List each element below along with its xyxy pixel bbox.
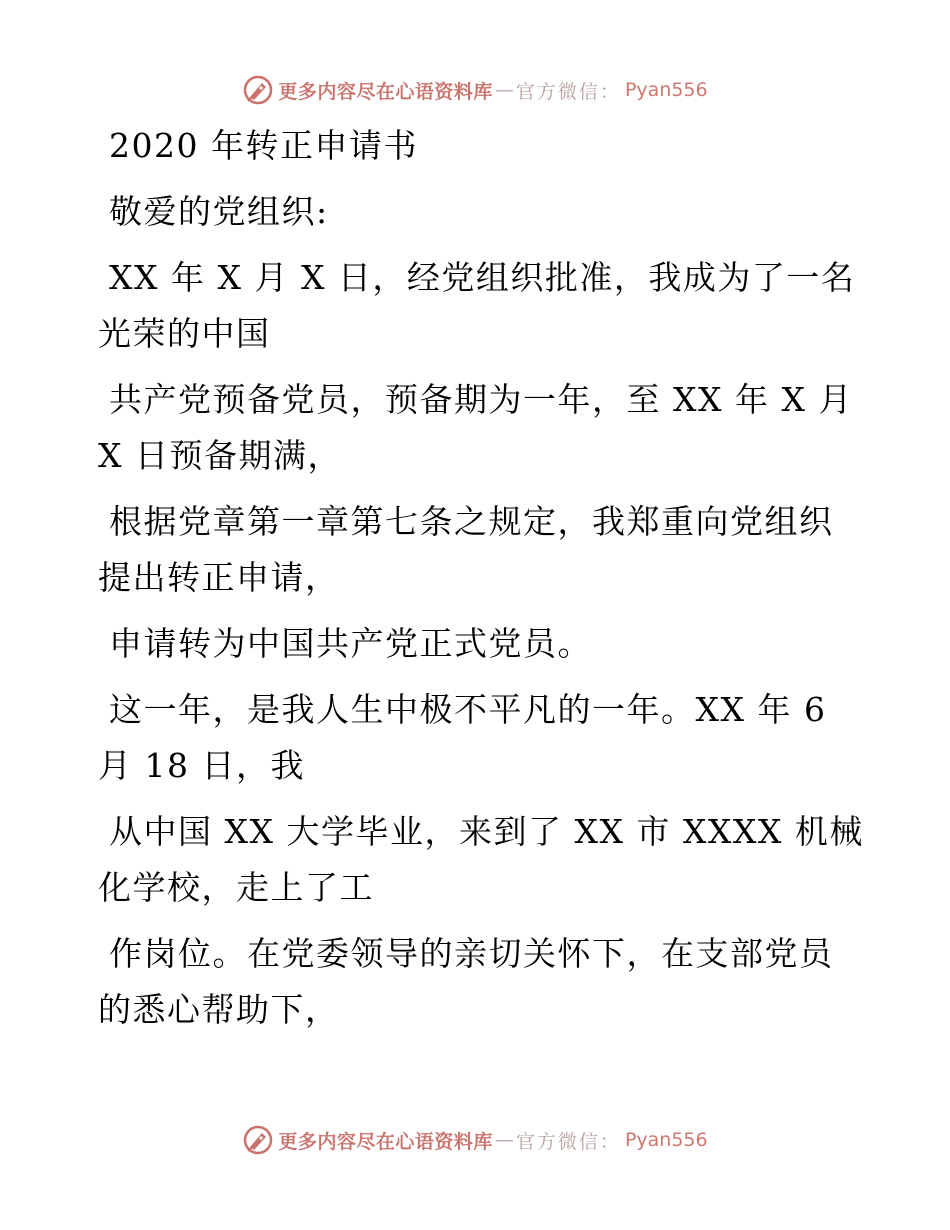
watermark-wechat-id: Pyan556	[624, 1129, 708, 1151]
salutation: 敬爱的党组织:	[109, 192, 329, 231]
body-line: 作岗位。在党委领导的亲切关怀下，在支部党员	[109, 934, 834, 973]
watermark-brand: 更多内容尽在心语资料库	[278, 1130, 493, 1153]
watermark-separator: —	[494, 79, 514, 101]
body-line: 这一年，是我人生中极不平凡的一年。XX 年 6	[109, 690, 827, 729]
body-line: 的悉心帮助下，	[98, 990, 340, 1029]
header-watermark	[0, 70, 950, 110]
watermark-separator: —	[494, 1129, 514, 1151]
watermark-brand: 更多内容尽在心语资料库	[278, 80, 493, 103]
watermark-label: 官方微信：	[515, 80, 621, 103]
watermark-label: 官方微信：	[515, 1130, 621, 1153]
body-line: 化学校，走上了工	[98, 868, 374, 907]
body-line: 从中国 XX 大学毕业，来到了 XX 市 XXXX 机械	[109, 812, 864, 851]
body-line: X 日预备期满，	[98, 436, 342, 475]
body-line: 共产党预备党员，预备期为一年，至 XX 年 X 月	[109, 380, 853, 419]
body-line: 提出转正申请，	[98, 558, 340, 597]
body-line: XX 年 X 月 X 日，经党组织批准，我成为了一名	[109, 258, 856, 297]
pen-nib-circle-icon	[242, 1124, 274, 1156]
document-body	[98, 118, 864, 1038]
footer-watermark	[0, 1120, 950, 1160]
pen-nib-circle-icon	[242, 74, 274, 106]
body-line: 月 18 日，我	[98, 746, 305, 785]
body-line: 光荣的中国	[98, 314, 271, 353]
watermark-wechat-id: Pyan556	[624, 79, 708, 101]
body-line: 根据党章第一章第七条之规定，我郑重向党组织	[109, 502, 834, 541]
document-title: 2020 年转正申请书	[109, 126, 418, 165]
body-line: 申请转为中国共产党正式党员。	[109, 624, 592, 663]
